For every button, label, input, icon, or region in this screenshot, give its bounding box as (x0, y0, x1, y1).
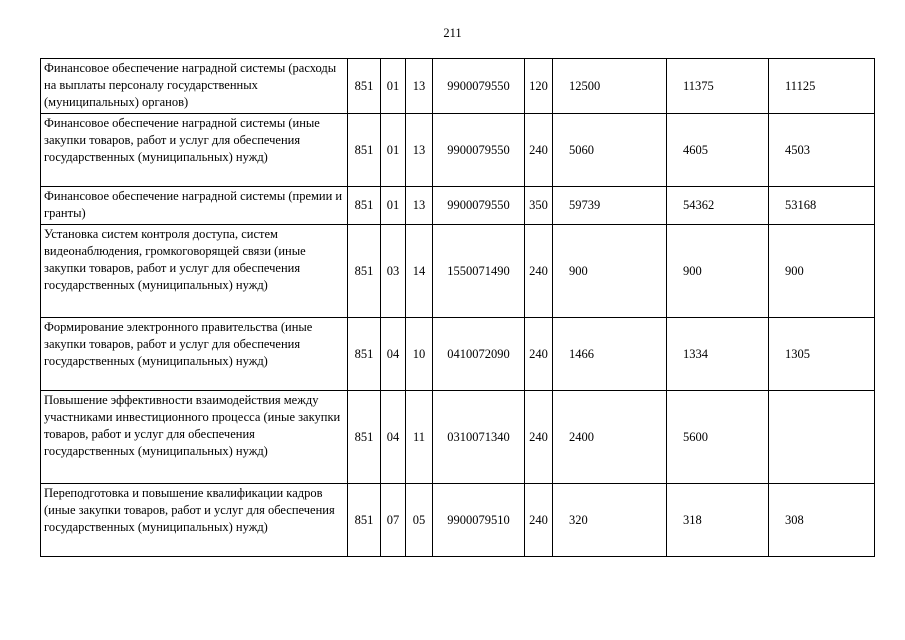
cell-vr: 240 (525, 391, 553, 484)
table-row (41, 318, 875, 391)
cell-ved: 851 (348, 391, 381, 484)
cell-rz: 03 (381, 225, 406, 318)
cell-year3: 11125 (769, 59, 875, 114)
cell-year3: 4503 (769, 114, 875, 187)
cell-ved: 851 (348, 187, 381, 225)
cell-year2: 900 (667, 225, 769, 318)
cell-rz: 01 (381, 114, 406, 187)
row-description: Переподготовка и повышение квалификации кадров (иные закупки товаров, работ и услуг для обеспечения государственных (муниципальных) нужд) (41, 484, 348, 557)
cell-csr: 1550071490 (433, 225, 525, 318)
cell-csr: 9900079550 (433, 187, 525, 225)
cell-ved: 851 (348, 484, 381, 557)
row-description: Формирование электронного правительства (иные закупки товаров, работ и услуг для обеспечения государственных (муниципальных) нужд) (41, 318, 348, 391)
cell-pr: 13 (406, 59, 433, 114)
cell-vr: 350 (525, 187, 553, 225)
cell-vr: 240 (525, 114, 553, 187)
cell-year3: 900 (769, 225, 875, 318)
cell-year3: 1305 (769, 318, 875, 391)
cell-year1: 320 (553, 484, 667, 557)
table-row (41, 187, 875, 225)
cell-vr: 240 (525, 225, 553, 318)
cell-year1: 2400 (553, 391, 667, 484)
row-description: Повышение эффективности взаимодействия между участниками инвестиционного процесса (иные закупки товаров, работ и услуг для обеспечения государственных (муниципальных) нужд) (41, 391, 348, 484)
row-description: Финансовое обеспечение наградной системы (иные закупки товаров, работ и услуг для обеспечения государственных (муниципальных) нужд) (41, 114, 348, 187)
cell-year2: 318 (667, 484, 769, 557)
cell-ved: 851 (348, 225, 381, 318)
cell-csr: 0410072090 (433, 318, 525, 391)
cell-year3 (769, 391, 875, 484)
page-number: 211 (443, 26, 462, 40)
table-row (41, 114, 875, 187)
cell-year2: 4605 (667, 114, 769, 187)
cell-csr: 9900079550 (433, 114, 525, 187)
cell-rz: 04 (381, 391, 406, 484)
cell-pr: 11 (406, 391, 433, 484)
cell-vr: 120 (525, 59, 553, 114)
cell-year1: 1466 (553, 318, 667, 391)
cell-year2: 5600 (667, 391, 769, 484)
cell-csr: 9900079550 (433, 59, 525, 114)
budget-table (40, 58, 875, 557)
cell-vr: 240 (525, 484, 553, 557)
cell-pr: 14 (406, 225, 433, 318)
cell-vr: 240 (525, 318, 553, 391)
cell-csr: 9900079510 (433, 484, 525, 557)
row-description: Финансовое обеспечение наградной системы (премии и гранты) (41, 187, 348, 225)
cell-pr: 10 (406, 318, 433, 391)
cell-year1: 12500 (553, 59, 667, 114)
cell-year2: 1334 (667, 318, 769, 391)
cell-csr: 0310071340 (433, 391, 525, 484)
cell-year2: 54362 (667, 187, 769, 225)
cell-pr: 13 (406, 114, 433, 187)
row-description: Установка систем контроля доступа, систем видеонаблюдения, громкоговорящей связи (иные закупки товаров, работ и услуг для обеспечения государственных (муниципальных) нужд) (41, 225, 348, 318)
table-row (41, 225, 875, 318)
cell-rz: 01 (381, 59, 406, 114)
cell-year1: 5060 (553, 114, 667, 187)
cell-ved: 851 (348, 114, 381, 187)
cell-rz: 04 (381, 318, 406, 391)
cell-ved: 851 (348, 59, 381, 114)
cell-rz: 01 (381, 187, 406, 225)
cell-year2: 11375 (667, 59, 769, 114)
table-row (41, 484, 875, 557)
cell-year3: 308 (769, 484, 875, 557)
cell-rz: 07 (381, 484, 406, 557)
cell-pr: 05 (406, 484, 433, 557)
cell-year3: 53168 (769, 187, 875, 225)
row-description: Финансовое обеспечение наградной системы (расходы на выплаты персоналу государственных (муниципальных) органов) (41, 59, 348, 114)
cell-pr: 13 (406, 187, 433, 225)
table-row (41, 59, 875, 114)
table-row (41, 391, 875, 484)
cell-year1: 59739 (553, 187, 667, 225)
cell-ved: 851 (348, 318, 381, 391)
cell-year1: 900 (553, 225, 667, 318)
